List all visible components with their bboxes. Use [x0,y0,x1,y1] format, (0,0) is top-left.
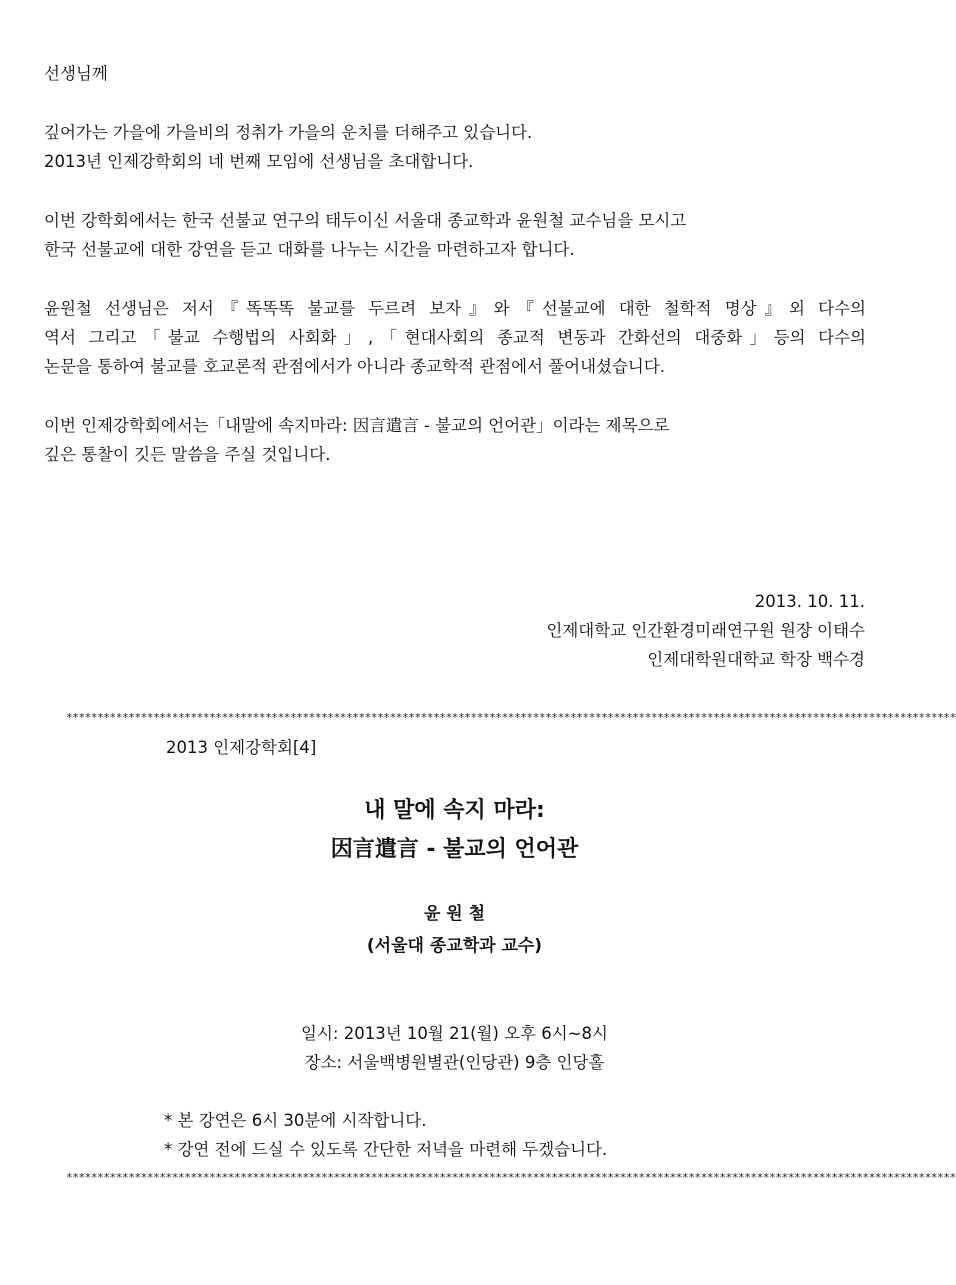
paragraph-4-line-2: 깊은 통찰이 깃든 말씀을 주실 것입니다. [44,445,331,464]
separator-bottom: *********************************************************************************************************************************************** [66,1171,956,1184]
paragraph-1-line-2: 2013년 인제강학회의 네 번째 모임에 선생님을 초대합니다. [44,152,474,171]
note-start-time: * 본 강연은 6시 30분에 시작합니다. [164,1111,427,1130]
signer-1: 인제대학교 인간환경미래연구원 원장 이태수 [546,621,865,640]
lecture-title-line-1: 내 말에 속지 마라: [364,798,545,823]
paragraph-4-line-1: 이번 인제강학회에서는「내말에 속지마라: 因言遣言 - 불교의 언어관」이라는 제목으로 [44,416,670,435]
series-label: 2013 인제강학회[4] [166,738,317,757]
salutation: 선생님께 [44,64,108,83]
paragraph-2-line-1: 이번 강학회에서는 한국 선불교 연구의 태두이신 서울대 종교학과 윤원철 교수님을 모시고 [44,211,687,230]
note-dinner: * 강연 전에 드실 수 있도록 간단한 저녁을 마련해 두겠습니다. [164,1140,608,1159]
paragraph-2-line-2: 한국 선불교에 대한 강연을 듣고 대화를 나누는 시간을 마련하고자 합니다. [44,240,575,259]
paragraph-3-line-1: 윤원철 선생님은 저서『똑똑똑 불교를 두르려 보자』와『선불교에 대한 철학적 명상』외 다수의 [44,299,866,318]
speaker-affiliation: (서울대 종교학과 교수) [366,936,543,956]
letter-date: 2013. 10. 11. [754,592,865,611]
separator-top: *********************************************************************************************************************************************** [66,711,956,724]
paragraph-3-line-3: 논문을 통하여 불교를 호교론적 관점에서가 아니라 종교학적 관점에서 풀어내셨습니다. [44,357,666,376]
lecture-title-line-2: 因言遣言 - 불교의 언어관 [330,837,579,862]
event-place: 장소: 서울백병원별관(인당관) 9층 인당홀 [304,1053,605,1072]
event-datetime: 일시: 2013년 10월 21(월) 오후 6시~8시 [301,1024,608,1043]
signer-2: 인제대학원대학교 학장 백수경 [647,650,865,669]
paragraph-3-line-2: 역서 그리고「불교 수행법의 사회화」,「현대사회의 종교적 변동과 간화선의 대중화」등의 다수의 [44,328,866,347]
paragraph-1-line-1: 깊어가는 가을에 가을비의 정취가 가을의 운치를 더해주고 있습니다. [44,123,533,142]
speaker-name: 윤 원 철 [423,904,486,924]
